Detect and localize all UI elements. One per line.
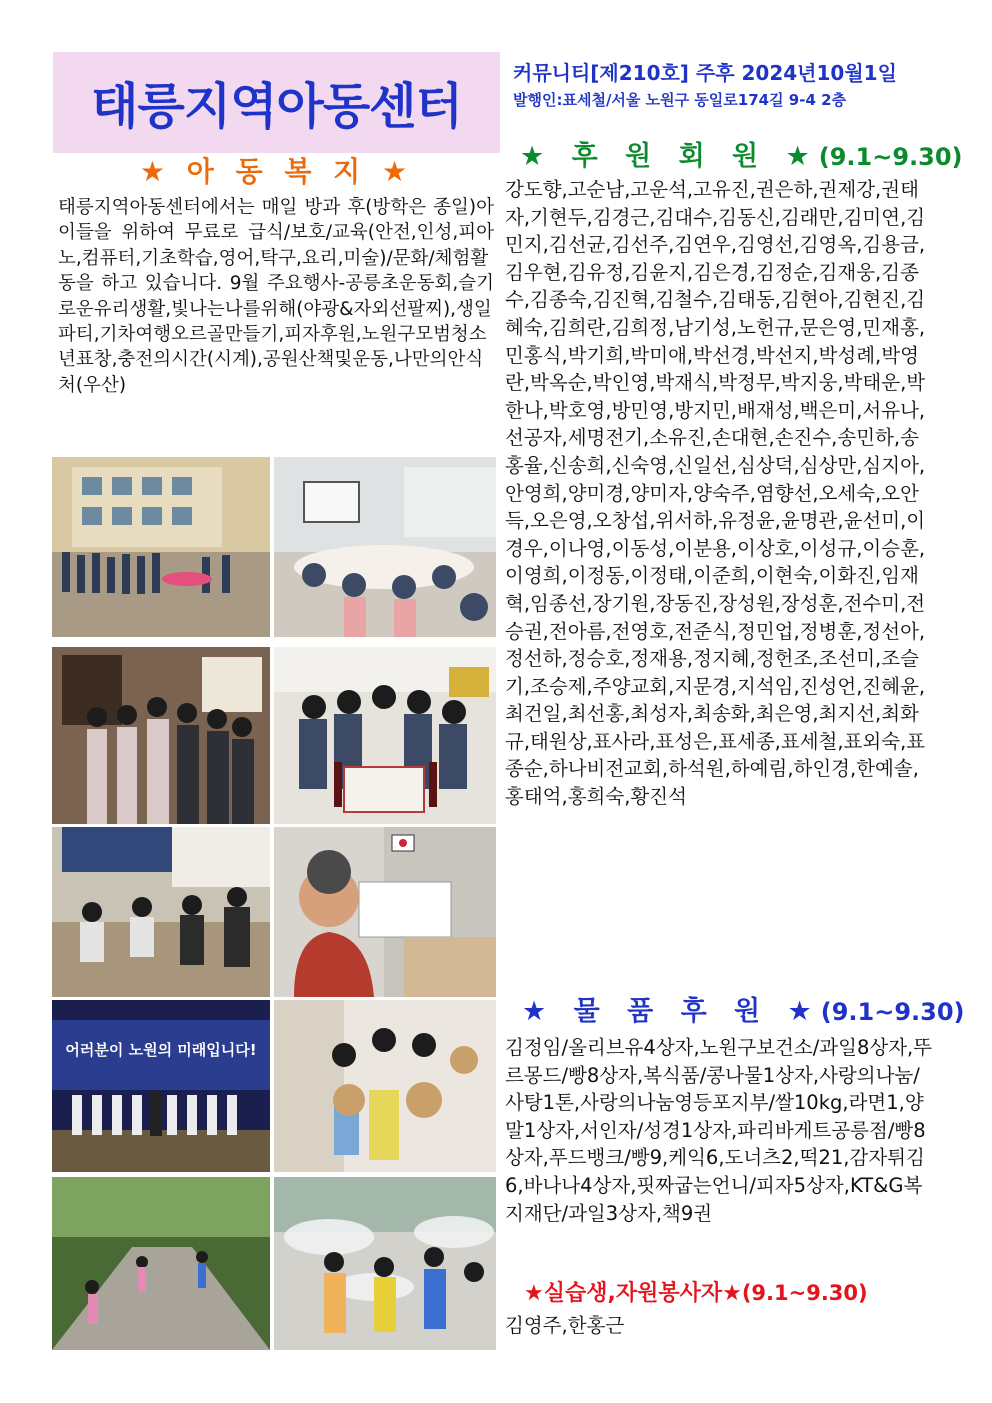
volunteers-heading (508, 1278, 964, 1309)
publication-info (508, 58, 948, 112)
award-banner-text: 어러분이 노원의 미래입니다! (65, 1041, 257, 1059)
photo-birthday-party (274, 647, 496, 824)
center-title: 태릉지역아동센터 (91, 77, 462, 135)
photo-sports-day (52, 457, 270, 637)
title-banner (53, 52, 500, 153)
goods-heading (508, 995, 965, 1029)
volunteers-list: 김영주,한홍근 (505, 1314, 625, 1337)
publisher-line: 발행인:표세철/서울 노원구 동일로174길 9-4 2층 (513, 91, 847, 109)
volunteers-heading-label: ★실습생,자원봉사자★ (524, 1281, 742, 1306)
photo-collage (52, 457, 496, 1350)
photo-classroom-activity (274, 457, 496, 637)
members-heading-range: (9.1~9.30) (818, 143, 963, 171)
photo-pizza-donation-selfie (274, 827, 496, 997)
goods-heading-range: (9.1~9.30) (820, 998, 965, 1026)
members-heading (508, 140, 963, 174)
welfare-heading: ★ 아 동 복 지 ★ (139, 155, 414, 188)
photo-music-box-making (52, 827, 270, 997)
photo-group-pose (52, 647, 270, 824)
welfare-body: 태릉지역아동센터에서는 매일 방과 후(방학은 종일)아이들을 위하여 무료로 급식/보호/교육(안전,인성,피아노,컴퓨터,기초학습,영어,탁구,요리,미술)/문화/체험활동을 하고 있습니다. 9월 주요행사-공릉초운동회,슬기로운유리생활,빛나는나를위해(야광&자외선팔찌),생일파티,기차여행오르골만들기,피자후원,노원구모범청소년표창,충전의시간(시계),공원산책및운동,나만의안식처(우산) (58, 197, 494, 396)
photo-award-ceremony (52, 1000, 270, 1172)
photo-park-walk (52, 1177, 270, 1350)
goods-heading-label: ★ 물 품 후 원 ★ (522, 996, 821, 1027)
members-list: 강도향,고순남,고운석,고유진,권은하,권제강,권태자,기현두,김경근,김대수,김동신,김래만,김미연,김민지,김선균,김선주,김연우,김영선,김영옥,김용금,김우현,김유정,김윤지,김은경,김정순,김재웅,김종수,김종숙,김진혁,김철수,김태동,김현아,김현진,김혜숙,김희란,김희정,남기성,노헌규,문은영,민재홍,민홍식,박기희,박미애,박선경,박선지,박성례,박영란,박옥순,박인영,박재식,박정무,박지웅,박태운,박한나,박호영,방민영,방지민,배재성,백은미,서유나,선공자,세명전기,소유진,손대현,손진수,송민하,송홍율,신송희,신숙영,신일선,심상덕,심상만,심지아,안영희,양미경,양미자,양숙주,염향선,오세숙,오안득,오은영,오창섭,위서하,유정윤,윤명관,윤선미,이경우,이나영,이동성,이분용,이상호,이성규,이승훈,이영희,이정동,이정태,이준희,이현숙,이화진,임재혁,임종선,장기원,장동진,장성원,장성훈,전수미,전승권,전아름,전영호,전준식,정민업,정병훈,정선아,정선하,정승호,정재용,정지혜,정헌조,조선미,조슬기,조승제,주양교회,지문경,지석임,진성언,진혜윤,최건일,최선홍,최성자,최송화,최은영,최지선,최화규,태원상,표사라,표성은,표세종,표세철,표외숙,표종순,하나비전교회,하석원,하예림,하인경,한예솔,홍태억,홍희숙,황진석 (505, 178, 926, 809)
issue-line: 커뮤니티[제210호] 주후 2024년10월1일 (513, 61, 897, 85)
goods-list: 김정임/올리브유4상자,노원구보건소/과일8상자,뚜르몽드/빵8상자,복식품/콩나물1상자,사랑의나눔/사탕1톤,사랑의나눔영등포지부/쌀10kg,라면1,양말1상자,서인자/성경1상자,파리바게트공릉점/빵8상자,푸드뱅크/빵9,케익6,도너츠2,떡21,감자튀김6,바나나4상자,핏짜굽는언니/피자5상자,KT&G복지재단/과일3상자,책9권 (505, 1036, 933, 1225)
photo-clocks-craft (274, 1000, 496, 1172)
volunteers-heading-range: (9.1~9.30) (741, 1281, 868, 1305)
photo-umbrella-craft (274, 1177, 496, 1350)
members-heading-label: ★ 후 원 회 원 ★ (520, 141, 819, 172)
